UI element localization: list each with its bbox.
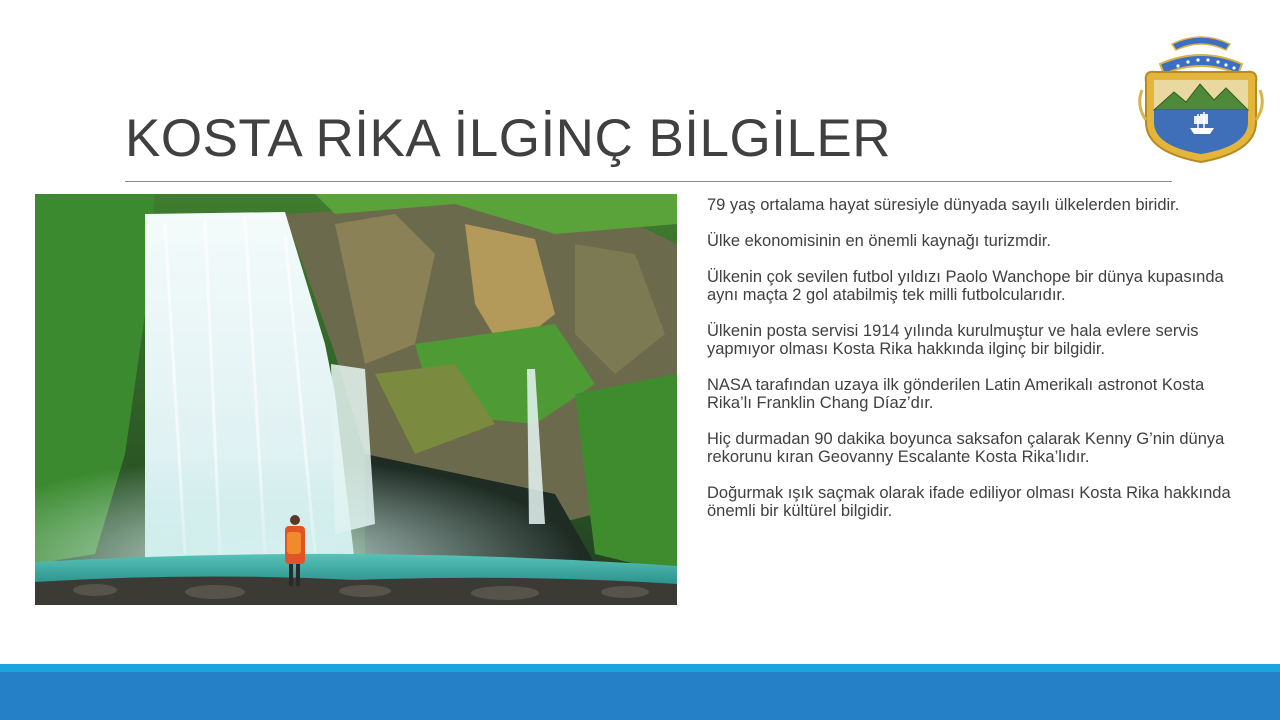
fact-item: 79 yaş ortalama hayat süresiyle dünyada sayılı ülkelerden biridir. [707, 196, 1180, 214]
fact-item: Hiç durmadan 90 dakika boyunca saksafon çalarak Kenny G’nin dünya rekorunu kıran Geovanny Escalante Kosta Rika’lıdır. [707, 430, 1225, 466]
footer-band-light [0, 664, 1280, 672]
costa-rica-coat-of-arms-icon [1138, 30, 1264, 166]
facts-list [707, 196, 1237, 538]
footer-band-dark [0, 672, 1280, 720]
fact-item: Ülkenin çok sevilen futbol yıldızı Paolo Wanchope bir dünya kupasında aynı maçta 2 gol atabilmiş tek milli futbolcularıdır. [707, 268, 1224, 304]
waterfall-photo [35, 194, 677, 605]
title-divider [125, 181, 1172, 182]
fact-item: NASA tarafından uzaya ilk gönderilen Latin Amerikalı astronot Kosta Rika’lı Franklin Chang Díaz’dır. [707, 376, 1205, 412]
fact-item: Ülkenin posta servisi 1914 yılında kurulmuştur ve hala evlere servis yapmıyor olması Kosta Rika hakkında ilginç bir bilgidir. [707, 322, 1199, 358]
slide-title: KOSTA RİKA İLGİNÇ BİLGİLER [125, 109, 892, 168]
fact-item: Ülke ekonomisinin en önemli kaynağı turizmdir. [707, 232, 1051, 250]
fact-item: Doğurmak ışık saçmak olarak ifade ediliyor olması Kosta Rika hakkında önemli bir kültürel bilgidir. [707, 484, 1231, 520]
